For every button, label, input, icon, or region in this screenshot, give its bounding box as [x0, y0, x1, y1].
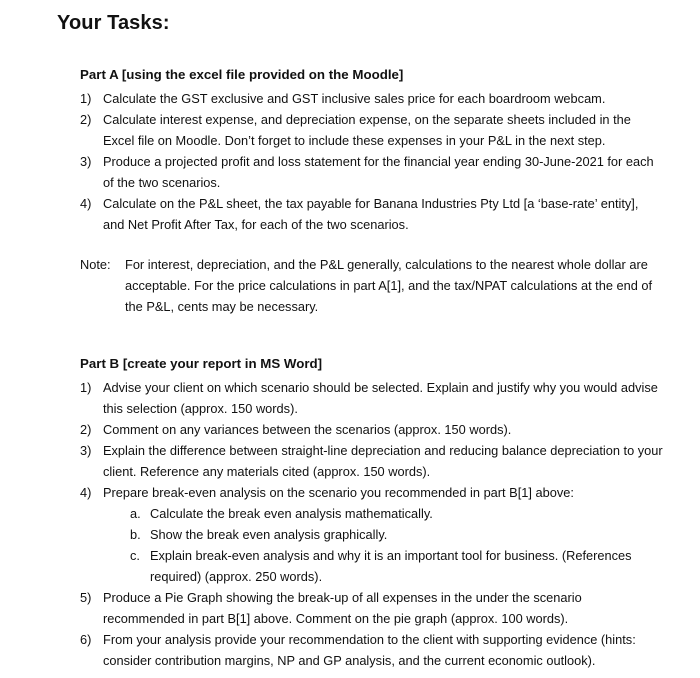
- item-text: Calculate the GST exclusive and GST inclusive sales price for each boardroom webcam.: [103, 91, 606, 106]
- item-text: Calculate interest expense, and depreciation expense, on the separate sheets included in the Excel file on Moodle. Don’t forget to include these expenses in your P&L in the next step.: [103, 112, 631, 148]
- list-item: [0, 482, 665, 503]
- item-text: Calculate on the P&L sheet, the tax payable for Banana Industries Pty Ltd [a ‘base-rate’ entity], and Net Profit After Tax, for each of the two scenarios.: [103, 196, 639, 232]
- item-number: 2): [80, 422, 92, 437]
- list-item: [0, 629, 665, 671]
- item-text: Produce a projected profit and loss statement for the financial year ending 30-June-2021 for each of the two scenarios.: [103, 154, 654, 190]
- sub-item-text: Show the break even analysis graphically.: [150, 527, 388, 542]
- list-item: [0, 587, 665, 629]
- part-b-heading: Part B [create your report in MS Word]: [80, 356, 323, 371]
- note-block: [0, 254, 700, 317]
- sub-item-letter: c.: [130, 548, 140, 563]
- item-text: From your analysis provide your recommendation to the client with supporting evidence (hints: consider contribution margins, NP and GP analysis, and the current economic outlook).: [103, 632, 636, 668]
- sub-list-item: [0, 545, 665, 587]
- item-text: Prepare break-even analysis on the scenario you recommended in part B[1] above:: [103, 485, 574, 500]
- item-number: 3): [80, 154, 92, 169]
- page-title: Your Tasks:: [57, 12, 170, 34]
- sub-list-item: [0, 524, 665, 545]
- list-item: [0, 193, 663, 235]
- part-a-heading: Part A [using the excel file provided on the Moodle]: [80, 67, 404, 82]
- item-number: 1): [80, 91, 92, 106]
- list-item: [0, 88, 663, 109]
- item-text: Explain the difference between straight-line depreciation and reducing balance depreciation to your client. Reference any materials cited (approx. 150 words).: [103, 443, 663, 479]
- item-text: Advise your client on which scenario should be selected. Explain and justify why you would advise this selection (approx. 150 words).: [103, 380, 658, 416]
- item-number: 4): [80, 485, 92, 500]
- list-item: [0, 377, 665, 419]
- item-text: Produce a Pie Graph showing the break-up of all expenses in the under the scenario recommended in part B[1] above. Comment on the pie graph (approx. 100 words).: [103, 590, 582, 626]
- note-label: Note:: [80, 257, 111, 272]
- sub-item-letter: a.: [130, 506, 141, 521]
- item-number: 5): [80, 590, 92, 605]
- sub-list-item: [0, 503, 665, 524]
- item-text: Comment on any variances between the scenarios (approx. 150 words).: [103, 422, 512, 437]
- item-number: 4): [80, 196, 92, 211]
- list-item: [0, 440, 665, 482]
- item-number: 3): [80, 443, 92, 458]
- item-number: 6): [80, 632, 92, 647]
- list-item: [0, 109, 663, 151]
- list-item: [0, 151, 663, 193]
- sub-item-text: Calculate the break even analysis mathematically.: [150, 506, 433, 521]
- part-b-list: [0, 377, 665, 671]
- list-item: [0, 419, 665, 440]
- sub-item-text: Explain break-even analysis and why it is an important tool for business. (References required) (approx. 250 words).: [150, 548, 632, 584]
- note-text: For interest, depreciation, and the P&L generally, calculations to the nearest whole dollar are acceptable. For the price calculations in part A[1], and the tax/NPAT calculations at the end of the P&L, cents may be necessary.: [125, 257, 653, 314]
- sub-item-letter: b.: [130, 527, 141, 542]
- item-number: 1): [80, 380, 92, 395]
- item-number: 2): [80, 112, 92, 127]
- part-a-list: [0, 88, 663, 235]
